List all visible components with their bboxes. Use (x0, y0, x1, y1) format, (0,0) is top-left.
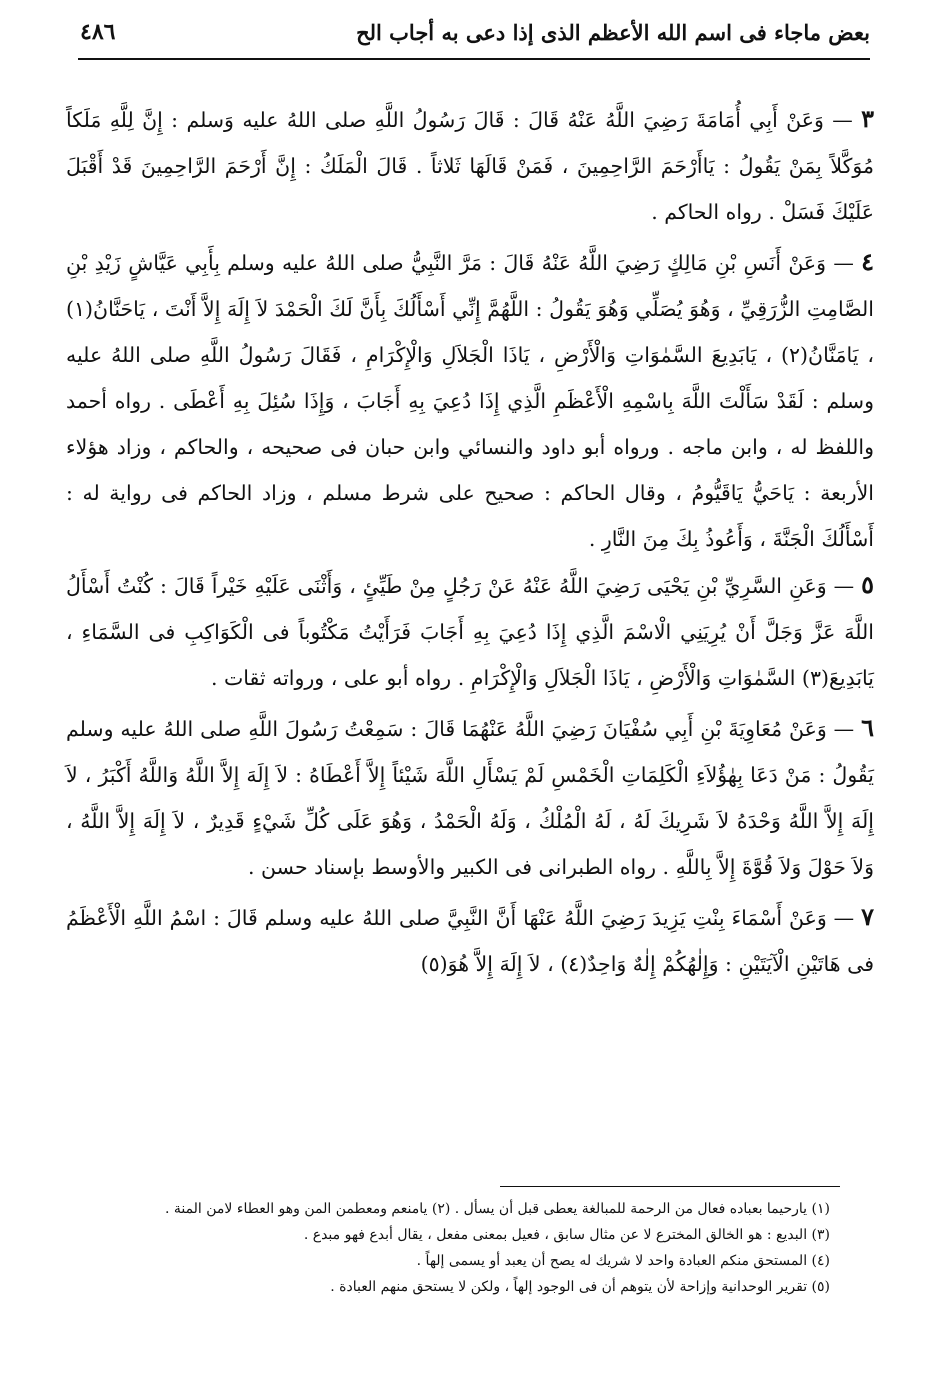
hadith-text: — وَعَنْ أَنَسِ بْنِ مَالِكٍ رَضِيَ اللَّهُ عَنْهُ قَالَ : مَرَّ النَّبِيُّ صلى اللهُ عليه وسلم بِأَبِي عَيَّاشٍ زَيْدِ بْنِ الصَّامِتِ الزُّرَقِيِّ ، وَهُوَ يُصَلِّي وَهُوَ يَقُولُ : اللَّهُمَّ إِنِّي أَسْأَلُكَ بِأَنَّ لَكَ الْحَمْدَ لاَ إِلَهَ إِلاَّ أَنْتَ ، يَاحَنَّانُ(١) ، يَامَنَّانُ(٢) ، يَابَدِيعَ السَّمٰوَاتِ وَالْأَرْضِ ، يَاذَا الْجَلاَلِ وَالْإِكْرَامِ ، فَقَالَ رَسُولُ اللَّهِ صلى اللهُ عليه وسلم : لَقَدْ سَأَلْتَ اللَّهَ بِاسْمِهِ الْأَعْظَمِ الَّذِي إِذَا دُعِيَ بِهِ أَجَابَ ، وَإِذَا سُئِلَ بِهِ أَعْطَى . رواه أحمد واللفظ له ، وابن ماجه . ورواه أبو داود والنسائي وابن حبان فى صحيحه ، والحاكم ، وزاد هؤلاء الأربعة : يَاحَيُّ يَاقَيُّومُ ، وقال الحاكم : صحيح على شرط مسلم ، وزاد الحاكم فى رواية له : أَسْأَلُكَ الْجَنَّةَ ، وَأَعُوذُ بِكَ مِنَ النَّارِ . (66, 251, 874, 551)
hadith-text: — وَعَنْ أَسْمَاءَ بِنْتِ يَزِيدَ رَضِيَ اللَّهُ عَنْهَا أَنَّ النَّبِيَّ صلى اللهُ عليه وسلم قَالَ : اسْمُ اللَّهِ الْأَعْظَمُ فى هَاتَيْنِ الْآيَتَيْنِ : وَإِلٰهُكُمْ إِلٰهٌ وَاحِدٌ(٤) ، لاَ إِلَهَ إِلاَّ هُوَ(٥) (66, 906, 874, 976)
header-rule (78, 58, 870, 60)
footnote-4: (٤) المستحق منكم العبادة واحد لا شريك له يصح أن يعبد أو يسمى إلهاً . (416, 1253, 830, 1269)
hadith-5 (66, 562, 874, 701)
hadith-3 (66, 96, 874, 235)
hadith-number: ٤ (861, 247, 874, 276)
running-title: بعض ماجاء فى اسم الله الأعظم الذى إذا دعى به أجاب الح (356, 19, 870, 45)
page-number: ٤٨٦ (80, 19, 116, 45)
footnote-3: (٣) البديع : هو الخالق المخترع لا عن مثال سابق ، فعيل بمعنى مفعل ، يقال أبدع فهو مبدع . (303, 1227, 830, 1243)
footnote-1-2: (١) يارحيما بعباده فعال من الرحمة للمبالغة يعطى قبل أن يسأل . (٢) يامنعم ومعطمن المن وهو العطاء لامن المنة . (164, 1201, 830, 1217)
footnote-5: (٥) تقرير الوحدانية وإزاحة لأن يتوهم أن فى الوجود إلهاً ، ولكن لا يستحق منهم العبادة . (330, 1279, 830, 1295)
hadith-text: — وَعَنْ مُعَاوِيَةَ بْنِ أَبِي سُفْيَانَ رَضِيَ اللَّهُ عَنْهُمَا قَالَ : سَمِعْتُ رَسُولَ اللَّهِ صلى اللهُ عليه وسلم يَقُولُ : مَنْ دَعَا بِهٰؤُلاَءِ الْكَلِمَاتِ الْخَمْسِ لَمْ يَسْأَلِ اللَّهَ شَيْئاً إِلاَّ أَعْطَاهُ : لاَ إِلَهَ إِلاَّ اللَّهُ وَاللَّهُ أَكْبَرُ ، لاَ إِلَهَ إِلاَّ اللَّهُ وَحْدَهُ لاَ شَرِيكَ لَهُ ، لَهُ الْمُلْكُ ، وَلَهُ الْحَمْدُ ، وَهُوَ عَلَى كُلِّ شَيْءٍ قَدِيرٌ ، لاَ إِلَهَ إِلاَّ اللَّهُ ، وَلاَ حَوْلَ وَلاَ قُوَّةَ إِلاَّ بِاللَّهِ . رواه الطبرانى فى الكبير والأوسط بإسناد حسن . (66, 717, 874, 879)
main-text (66, 96, 874, 987)
hadith-text: — وَعَنِ السَّرِيِّ بْنِ يَحْيَى رَضِيَ اللَّهُ عَنْهُ عَنْ رَجُلٍ مِنْ طَيِّئٍ ، وَأَثْنَى عَلَيْهِ خَيْراً قَالَ : كُنْتُ أَسْأَلُ اللَّهَ عَزَّ وَجَلَّ أَنْ يُرِيَنِي الْاسْمَ الَّذِي إِذَا دُعِيَ بِهِ أَجَابَ فَرَأَيْتُ مَكْتُوباً فى الْكَوَاكِبِ فى السَّمَاءِ ، يَابَدِيعَ(٣) السَّمٰوَاتِ وَالْأَرْضِ ، يَاذَا الْجَلاَلِ وَالْإِكْرَامِ . رواه أبو على ، ورواته ثقات . (66, 574, 874, 690)
hadith-number: ٧ (861, 902, 874, 931)
hadith-number: ٣ (861, 104, 874, 133)
hadith-6 (66, 705, 874, 890)
footnotes (130, 1196, 830, 1300)
footnote-rule (500, 1186, 840, 1187)
hadith-7 (66, 894, 874, 987)
hadith-number: ٥ (861, 570, 874, 599)
hadith-number: ٦ (861, 713, 874, 742)
page-header (80, 10, 870, 54)
hadith-text: — وَعَنْ أَبِي أُمَامَةَ رَضِيَ اللَّهُ عَنْهُ قَالَ : قَالَ رَسُولُ اللَّهِ صلى اللهُ عليه وَسلم : إِنَّ لِلَّهِ مَلَكاً مُوَكَّلاً بِمَنْ يَقُولُ : يَاأَرْحَمَ الرَّاحِمِينَ ، فَمَنْ قَالَهَا ثَلاثاً . قَالَ الْمَلَكُ : إِنَّ أَرْحَمَ الرَّاحِمِينَ قَدْ أَقْبَلَ عَلَيْكَ فَسَلْ . رواه الحاكم . (66, 108, 874, 224)
hadith-4 (66, 239, 874, 562)
